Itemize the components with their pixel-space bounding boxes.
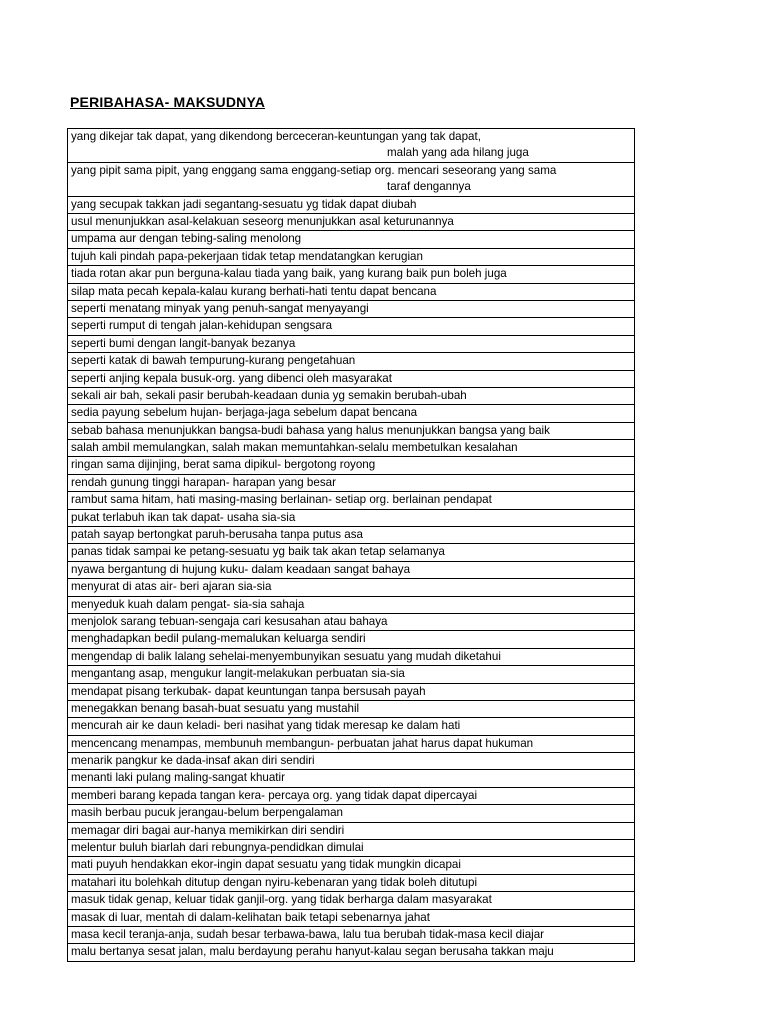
proverb-cell <box>68 596 635 613</box>
proverb-text: mati puyuh hendakkan ekor-ingin dapat sesuatu yang tidak mungkin dicapai <box>71 858 461 872</box>
proverb-cell <box>68 874 635 891</box>
proverb-cell <box>68 648 635 665</box>
proverb-cell <box>68 613 635 630</box>
proverb-cell <box>68 353 635 370</box>
proverb-cell <box>68 527 635 544</box>
table-row <box>68 683 635 700</box>
proverb-cell <box>68 822 635 839</box>
proverb-cell <box>68 335 635 352</box>
proverb-text-continuation: taraf dengannya <box>387 180 471 194</box>
proverb-text: tujuh kali pindah papa-pekerjaan tidak tetap mendatangkan kerugian <box>71 249 423 263</box>
proverb-cell <box>68 283 635 300</box>
proverb-cell <box>68 753 635 770</box>
table-row <box>68 248 635 265</box>
proverb-cell <box>68 561 635 578</box>
proverb-cell <box>68 162 635 196</box>
proverb-cell <box>68 387 635 404</box>
proverb-text: menyurat di atas air- beri ajaran sia-sia <box>71 580 272 594</box>
table-row <box>68 561 635 578</box>
table-row <box>68 613 635 630</box>
table-row <box>68 231 635 248</box>
proverb-text: masa kecil teranja-anja, sudah besar terbawa-bawa, lalu tua berubah tidak-masa kecil diajar <box>71 928 545 941</box>
table-row <box>68 196 635 213</box>
table-row <box>68 874 635 891</box>
proverb-cell <box>68 231 635 248</box>
proverb-cell <box>68 405 635 422</box>
table-row <box>68 387 635 404</box>
proverb-cell <box>68 892 635 909</box>
table-row <box>68 335 635 352</box>
proverb-text: patah sayap bertongkat paruh-berusaha tanpa putus asa <box>71 528 363 542</box>
table-row <box>68 787 635 804</box>
table-row <box>68 753 635 770</box>
proverb-cell <box>68 944 635 961</box>
table-row <box>68 822 635 839</box>
proverb-text: mencencang menampas, membunuh membangun- perbuatan jahat harus dapat hukuman <box>71 736 534 750</box>
proverb-cell <box>68 370 635 387</box>
proverb-text: rambut sama hitam, hati masing-masing berlainan- setiap org. berlainan pendapat <box>71 493 492 507</box>
table-row <box>68 770 635 787</box>
proverb-text: nyawa bergantung di hujung kuku- dalam keadaan sangat bahaya <box>71 562 411 576</box>
proverb-text: sekali air bah, sekali pasir berubah-keadaan dunia yg semakin berubah-ubah <box>71 388 467 402</box>
table-row <box>68 927 635 944</box>
table-row <box>68 300 635 317</box>
table-row <box>68 892 635 909</box>
table-row <box>68 370 635 387</box>
proverb-text: melentur buluh biarlah dari rebungnya-pendidkan dimulai <box>71 841 364 855</box>
proverb-cell <box>68 787 635 804</box>
proverb-text: masak di luar, mentah di dalam-kelihatan baik tetapi sebenarnya jahat <box>71 910 430 924</box>
table-row <box>68 735 635 752</box>
proverb-cell <box>68 857 635 874</box>
proverb-text: mengendap di balik lalang sehelai-menyembunyikan sesuatu yang mudah diketahui <box>71 649 501 663</box>
proverb-cell <box>68 129 635 163</box>
proverb-cell <box>68 196 635 213</box>
proverb-cell <box>68 666 635 683</box>
proverb-text: menarik pangkur ke dada-insaf akan diri sendiri <box>71 754 315 768</box>
proverb-cell <box>68 509 635 526</box>
table-row <box>68 805 635 822</box>
proverb-text: pukat terlabuh ikan tak dapat- usaha sia-sia <box>71 510 296 524</box>
proverb-cell <box>68 805 635 822</box>
proverb-text: mencurah air ke daun keladi- beri nasihat yang tidak meresap ke dalam hati <box>71 719 461 733</box>
proverb-text: ringan sama dijinjing, berat sama dipikul- bergotong royong <box>71 458 376 472</box>
proverb-text: menegakkan benang basah-buat sesuatu yang mustahil <box>71 701 360 715</box>
proverb-cell <box>68 474 635 491</box>
table-row <box>68 405 635 422</box>
proverb-text: umpama aur dengan tebing-saling menolong <box>71 232 302 246</box>
table-row <box>68 492 635 509</box>
proverb-cell <box>68 440 635 457</box>
proverb-cell <box>68 266 635 283</box>
proverb-cell <box>68 457 635 474</box>
proverb-cell <box>68 700 635 717</box>
proverb-text: memagar diri bagai aur-hanya memikirkan diri sendiri <box>71 823 345 837</box>
table-row <box>68 509 635 526</box>
table-row <box>68 422 635 439</box>
proverb-text-continuation: malah yang ada hilang juga <box>387 146 529 160</box>
table-row <box>68 648 635 665</box>
table-row <box>68 666 635 683</box>
proverb-cell <box>68 718 635 735</box>
proverb-text: seperti rumput di tengah jalan-kehidupan sengsara <box>71 319 333 333</box>
table-row <box>68 579 635 596</box>
proverb-cell <box>68 248 635 265</box>
proverb-cell <box>68 300 635 317</box>
table-row <box>68 129 635 163</box>
proverb-cell <box>68 422 635 439</box>
proverb-text: yang pipit sama pipit, yang enggang sama enggang-setiap org. mencari seseorang yang sama <box>71 163 557 177</box>
proverb-text: masih berbau pucuk jerangau-belum berpengalaman <box>71 806 343 820</box>
proverb-text: sebab bahasa menunjukkan bangsa-budi bahasa yang halus menunjukkan bangsa yang baik <box>71 423 550 437</box>
table-row <box>68 162 635 196</box>
proverb-text: menjolok sarang tebuan-sengaja cari kesusahan atau bahaya <box>71 614 388 628</box>
proverb-text: seperti menatang minyak yang penuh-sangat menyayangi <box>71 301 369 315</box>
proverb-text: menghadapkan bedil pulang-memalukan keluarga sendiri <box>71 632 366 646</box>
proverb-cell <box>68 213 635 230</box>
proverb-table-body <box>68 129 635 962</box>
proverb-cell <box>68 544 635 561</box>
table-row <box>68 527 635 544</box>
proverb-text: masuk tidak genap, keluar tidak ganjil-org. yang tidak berharga dalam masyarakat <box>71 893 492 907</box>
proverb-table <box>67 128 635 962</box>
proverb-text: mengantang asap, mengukur langit-melakukan perbuatan sia-sia <box>71 667 405 681</box>
proverb-text: seperti bumi dengan langit-banyak bezanya <box>71 336 296 350</box>
proverb-cell <box>68 579 635 596</box>
proverb-text: rendah gunung tinggi harapan- harapan yang besar <box>71 475 336 489</box>
table-row <box>68 944 635 961</box>
table-row <box>68 700 635 717</box>
proverb-text: malu bertanya sesat jalan, malu berdayung perahu hanyut-kalau segan berusaha takkan maju <box>71 945 554 959</box>
table-row <box>68 440 635 457</box>
proverb-cell <box>68 683 635 700</box>
table-row <box>68 213 635 230</box>
table-row <box>68 631 635 648</box>
proverb-cell <box>68 318 635 335</box>
table-row <box>68 857 635 874</box>
table-row <box>68 474 635 491</box>
proverb-text: menyeduk kuah dalam pengat- sia-sia sahaja <box>71 597 305 611</box>
table-row <box>68 318 635 335</box>
table-row <box>68 544 635 561</box>
proverb-text: menanti laki pulang maling-sangat khuatir <box>71 771 285 785</box>
proverb-cell <box>68 735 635 752</box>
proverb-text: silap mata pecah kepala-kalau kurang berhati-hati tentu dapat bencana <box>71 284 437 298</box>
table-row <box>68 718 635 735</box>
proverb-cell <box>68 840 635 857</box>
table-row <box>68 909 635 926</box>
proverb-text: matahari itu bolehkah ditutup dengan nyiru-kebenaran yang tidak boleh ditutupi <box>71 875 478 889</box>
table-row <box>68 283 635 300</box>
proverb-cell <box>68 770 635 787</box>
proverb-text: mendapat pisang terkubak- dapat keuntungan tanpa bersusah payah <box>71 684 426 698</box>
proverb-text: yang dikejar tak dapat, yang dikendong berceceran-keuntungan yang tak dapat, <box>71 130 481 143</box>
proverb-text: yang secupak takkan jadi segantang-sesuatu yg tidak dapat diubah <box>71 197 417 211</box>
proverb-cell <box>68 927 635 944</box>
proverb-text: sedia payung sebelum hujan- berjaga-jaga sebelum dapat bencana <box>71 406 418 420</box>
proverb-cell <box>68 492 635 509</box>
proverb-cell <box>68 631 635 648</box>
proverb-text: memberi barang kepada tangan kera- percaya org. yang tidak dapat dipercayai <box>71 788 478 802</box>
table-row <box>68 840 635 857</box>
table-row <box>68 596 635 613</box>
table-row <box>68 353 635 370</box>
proverb-text: seperti katak di bawah tempurung-kurang pengetahuan <box>71 354 356 368</box>
proverb-text: tiada rotan akar pun berguna-kalau tiada yang baik, yang kurang baik pun boleh juga <box>71 267 507 281</box>
proverb-cell <box>68 909 635 926</box>
proverb-text: panas tidak sampai ke petang-sesuatu yg baik tak akan tetap selamanya <box>71 545 445 559</box>
page-title: PERIBAHASA- MAKSUDNYA <box>70 94 266 110</box>
table-row <box>68 266 635 283</box>
table-row <box>68 457 635 474</box>
proverb-text: salah ambil memulangkan, salah makan memuntahkan-selalu membetulkan kesalahan <box>71 441 518 455</box>
proverb-text: seperti anjing kepala busuk-org. yang dibenci oleh masyarakat <box>71 371 392 385</box>
proverb-text: usul menunjukkan asal-kelakuan seseorg menunjukkan asal keturunannya <box>71 214 454 228</box>
